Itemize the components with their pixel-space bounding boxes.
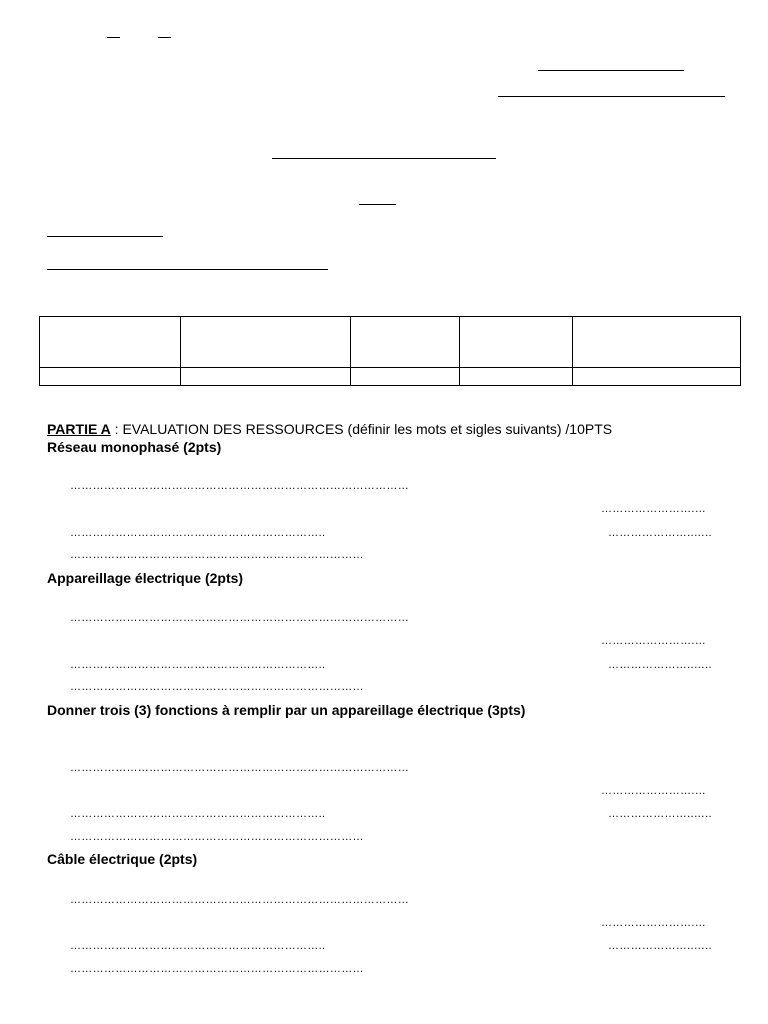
answer-line[interactable]: …………………………………………………………………… [70,549,364,561]
table-cell [351,368,460,386]
section-label: PARTIE A [47,421,111,437]
subtitle-blank [359,204,396,205]
answer-line[interactable]: ……………………………………………………………………………… [70,480,409,492]
question-label: Câble électrique (2pts) [47,851,198,867]
answer-line[interactable]: …………………….… [601,917,707,929]
answer-line[interactable]: …………………..….. [608,659,712,671]
header-blank-3 [538,70,684,71]
answer-line[interactable]: …………………..….. [608,527,712,539]
answer-line[interactable]: …………………..….. [608,808,712,820]
answer-line[interactable]: …………………….… [601,503,707,515]
header-blank-4 [498,96,725,97]
section-header [47,421,612,437]
question-label: Appareillage électrique (2pts) [47,570,244,586]
answer-line[interactable]: …………………..….. [608,940,712,952]
table-cell [573,368,741,386]
answer-line[interactable]: ………………………………………………………….. [70,808,326,820]
name-blank-short [47,236,163,237]
answer-line[interactable]: …………………………………………………………………… [70,681,364,693]
table-cell [460,317,573,368]
answer-line[interactable]: …………………….… [601,785,707,797]
table-cell [40,317,181,368]
answer-line[interactable]: ………………………………………………………….. [70,527,326,539]
answer-line[interactable]: ……………………………………………………………………………… [70,612,409,624]
question-label: Réseau monophasé (2pts) [47,439,222,455]
title-blank [272,158,496,159]
header-blank-2 [158,37,171,38]
table-cell [351,317,460,368]
answer-line[interactable]: ……………………………………………………………………………… [70,894,409,906]
table-cell [181,368,351,386]
table-row [40,317,741,368]
question-label: Donner trois (3) fonctions à remplir par un appareillage électrique (3pts) [47,702,526,718]
answer-line[interactable]: …………………………………………………………………… [70,831,364,843]
answer-line[interactable]: ……………………………………………………………………………… [70,762,409,774]
name-blank-long [47,269,328,270]
table-cell [40,368,181,386]
answer-line[interactable]: ………………………………………………………….. [70,659,326,671]
table-cell [460,368,573,386]
table-cell [573,317,741,368]
header-info-table [39,316,741,386]
table-cell [181,317,351,368]
table-row [40,368,741,386]
answer-line[interactable]: …………………………………………………………………… [70,963,364,975]
section-title: : EVALUATION DES RESSOURCES (définir les mots et sigles suivants) /10PTS [110,421,613,437]
answer-line[interactable]: …………………….… [601,635,707,647]
header-blank-1 [107,37,120,38]
answer-line[interactable]: ………………………………………………………….. [70,940,326,952]
